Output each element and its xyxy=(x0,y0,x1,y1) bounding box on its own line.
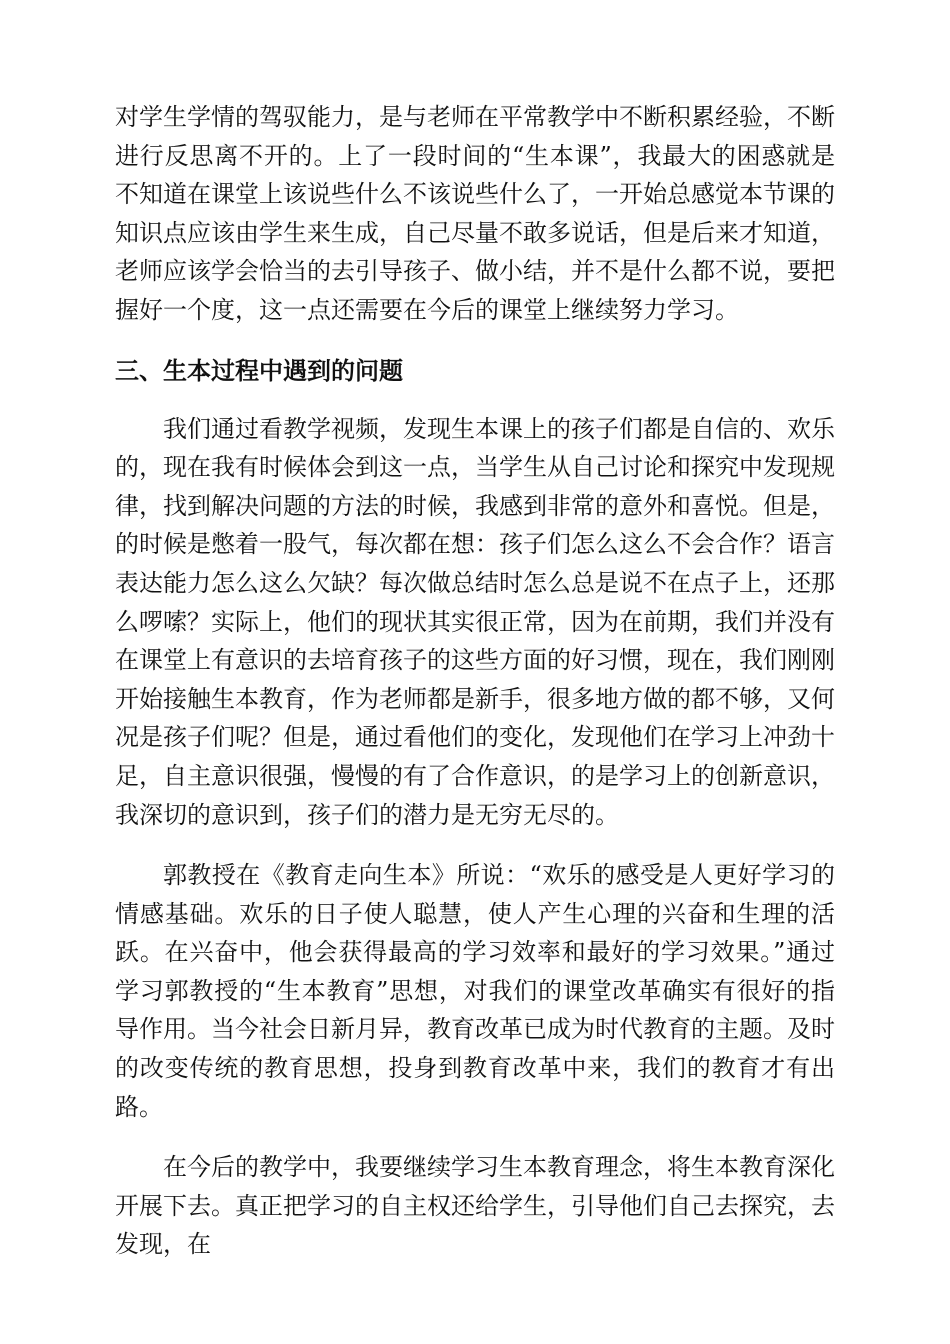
paragraph-problems: 我们通过看教学视频，发现生本课上的孩子们都是自信的、欢乐的，现在我有时候体会到这一点，当学生从自己讨论和探究中发现规律，找到解决问题的方法的时候，我感到非常的意外和喜悦。但是，的时候是憋着一股气，每次都在想：孩子们怎么这么不会合作？语言表达能力怎么这么欠缺？每次做总结时怎么总是说不在点子上，还那么啰嗦？实际上，他们的现状其实很正常，因为在前期，我们并没有在课堂上有意识的去培育孩子的这些方面的好习惯，现在，我们刚刚开始接触生本教育，作为老师都是新手，很多地方做的都不够，又何况是孩子们呢？但是，通过看他们的变化，发现他们在学习上冲劲十足，自主意识很强，慢慢的有了合作意识，的是学习上的创新意识，我深切的意识到，孩子们的潜力是无穷无尽的。 xyxy=(115,414,835,829)
section-heading: 三、生本过程中遇到的问题 xyxy=(115,356,403,385)
paragraph-future: 在今后的教学中，我要继续学习生本教育理念，将生本教育深化开展下去。真正把学习的自主权还给学生，引导他们自己去探究，去发现，在 xyxy=(115,1153,835,1259)
document-page xyxy=(115,98,835,1264)
paragraph-continuation: 对学生学情的驾驭能力，是与老师在平常教学中不断积累经验，不断进行反思离不开的。上了一段时间的“生本课”，我最大的困惑就是不知道在课堂上该说些什么不该说些什么了，一开始总感觉本节课的知识点应该由学生来生成，自己尽量不敢多说话，但是后来才知道，老师应该学会恰当的去引导孩子、做小结，并不是什么都不说，要把握好一个度，这一点还需要在今后的课堂上继续努力学习。 xyxy=(115,103,835,324)
paragraph-quote: 郭教授在《教育走向生本》所说：“欢乐的感受是人更好学习的情感基础。欢乐的日子使人聪慧，使人产生心理的兴奋和生理的活跃。在兴奋中，他会获得最高的学习效率和最好的学习效果。”通过学习郭教授的“生本教育”思想，对我们的课堂改革确实有很好的指导作用。当今社会日新月异，教育改革已成为时代教育的主题。及时的改变传统的教育思想，投身到教育改革中来，我们的教育才有出路。 xyxy=(115,861,835,1121)
